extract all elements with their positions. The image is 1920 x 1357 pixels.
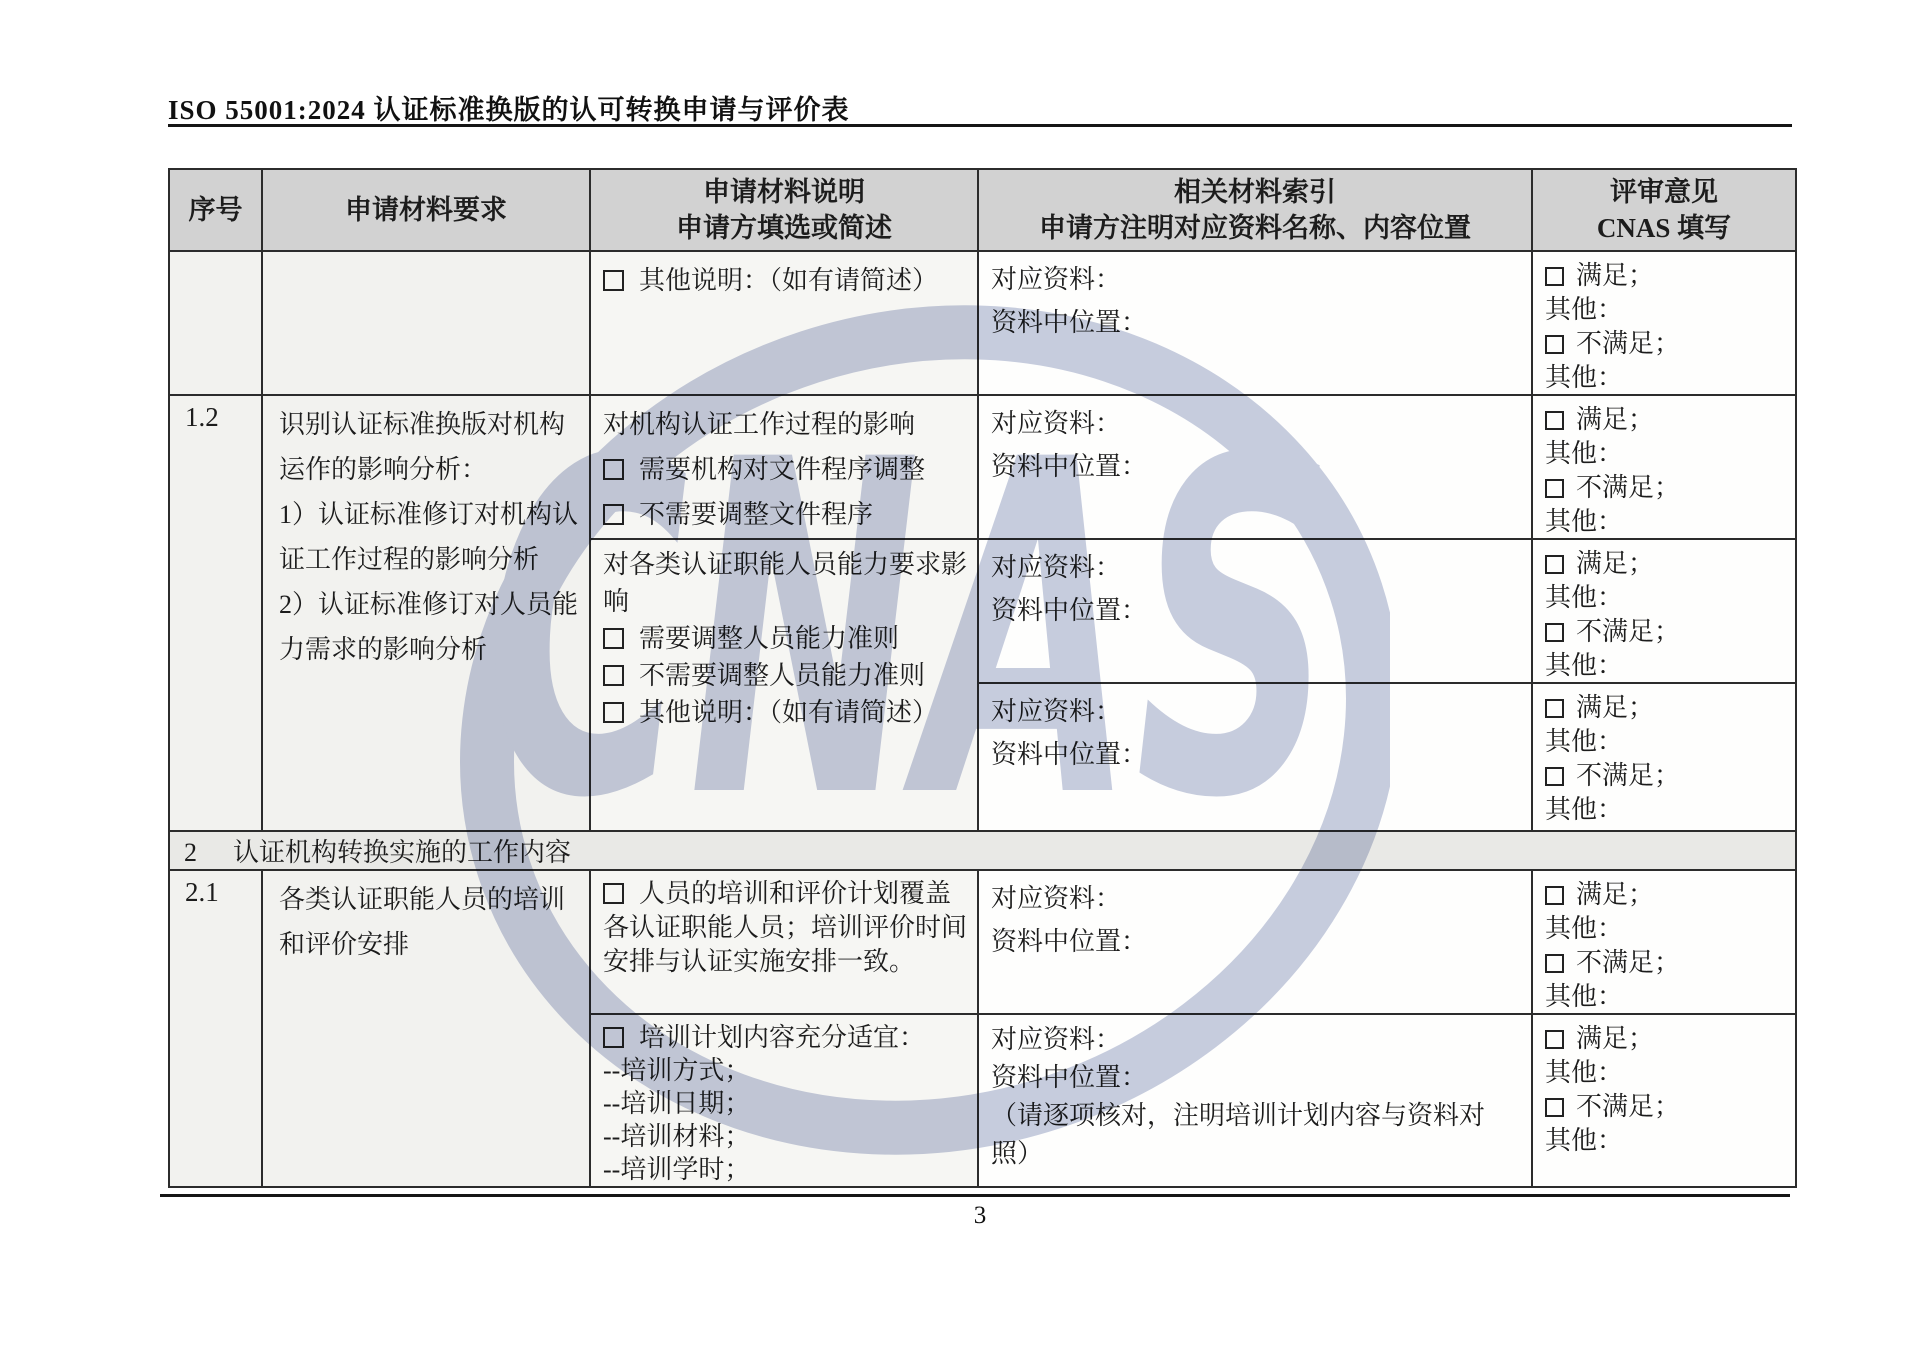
review-text: 满足； bbox=[1576, 693, 1655, 722]
review-text: 满足； bbox=[1576, 880, 1655, 909]
review-not-satisfied-line bbox=[1545, 470, 1785, 504]
review-other-line: 其他： bbox=[1545, 507, 1624, 536]
desc-option-line bbox=[603, 694, 967, 731]
title-rule bbox=[168, 124, 1792, 127]
desc-text: 需要机构对文件程序调整 bbox=[639, 455, 926, 484]
desc-item-line: --培训方式； bbox=[603, 1056, 751, 1085]
desc-option-line bbox=[603, 620, 967, 657]
pos-label-line: 资料中位置： bbox=[991, 452, 1148, 481]
checkbox-icon bbox=[603, 883, 624, 904]
review-other-line: 其他： bbox=[1545, 727, 1624, 756]
header-description-line2: 申请方填选或简述 bbox=[676, 213, 892, 243]
doc-label-line: 对应资料： bbox=[991, 265, 1122, 294]
header-description-line1: 申请材料说明 bbox=[703, 177, 865, 207]
cell-description bbox=[590, 870, 978, 1014]
review-text: 满足； bbox=[1576, 405, 1655, 434]
desc-item-line: --培训学时； bbox=[603, 1155, 751, 1184]
checkbox-icon bbox=[1545, 767, 1564, 786]
review-other-line: 其他： bbox=[1545, 363, 1624, 392]
checkbox-icon bbox=[603, 665, 624, 686]
doc-label-line: 对应资料： bbox=[991, 884, 1122, 913]
desc-head: 对机构认证工作过程的影响 bbox=[603, 410, 916, 439]
desc-text: 其他说明：（如有请简述） bbox=[639, 266, 939, 295]
desc-option-line bbox=[603, 657, 967, 694]
footer-rule bbox=[160, 1194, 1790, 1197]
review-other-line: 其他： bbox=[1545, 914, 1624, 943]
doc-label-line: 对应资料： bbox=[991, 1025, 1122, 1054]
checkbox-icon bbox=[1545, 479, 1564, 498]
review-text: 满足； bbox=[1576, 261, 1655, 290]
desc-option-line bbox=[603, 1021, 967, 1054]
requirement-line: 各类认证职能人员的培训和评价安排 bbox=[279, 885, 566, 959]
cell-review bbox=[1532, 251, 1796, 395]
section-row-2 bbox=[169, 831, 1796, 870]
column-header-requirement: 申请材料要求 bbox=[262, 169, 590, 251]
review-other-line: 其他： bbox=[1545, 439, 1624, 468]
review-other-line: 其他： bbox=[1545, 1126, 1624, 1155]
review-other-line: 其他： bbox=[1545, 1058, 1624, 1087]
pos-label-line: 资料中位置： bbox=[991, 740, 1148, 769]
cell-review bbox=[1532, 395, 1796, 539]
index-note-line: （请逐项核对，注明培训计划内容与资料对照） bbox=[991, 1101, 1486, 1168]
desc-text: 不需要调整文件程序 bbox=[639, 500, 874, 529]
review-not-satisfied-line bbox=[1545, 945, 1785, 979]
cell-requirement-empty bbox=[262, 251, 590, 395]
desc-text: 需要调整人员能力准则 bbox=[639, 624, 900, 653]
desc-option-line bbox=[603, 492, 967, 537]
column-header-index bbox=[978, 169, 1532, 251]
review-text: 满足； bbox=[1576, 549, 1655, 578]
review-satisfied-line bbox=[1545, 1021, 1785, 1055]
checkbox-icon bbox=[1545, 555, 1564, 574]
review-not-satisfied-line bbox=[1545, 1089, 1785, 1123]
checkbox-icon bbox=[1545, 335, 1564, 354]
checkbox-icon bbox=[1545, 411, 1564, 430]
checkbox-icon bbox=[603, 628, 624, 649]
cell-requirement bbox=[262, 870, 590, 1187]
cell-index bbox=[978, 251, 1532, 395]
review-text: 满足； bbox=[1576, 1024, 1655, 1053]
review-text: 不满足； bbox=[1576, 617, 1681, 646]
application-evaluation-table bbox=[168, 168, 1797, 1188]
table-row-1-2 bbox=[169, 395, 1796, 539]
cell-no-empty bbox=[169, 251, 262, 395]
cnas-watermark-text: CNAS bbox=[485, 364, 1335, 899]
desc-text: 人员的培训和评价计划覆盖各认证职能人员；培训评价时间安排与认证实施安排一致。 bbox=[603, 879, 968, 976]
checkbox-icon bbox=[1545, 1030, 1564, 1049]
review-not-satisfied-line bbox=[1545, 326, 1785, 360]
cell-index bbox=[978, 683, 1532, 831]
desc-text: 不需要调整人员能力准则 bbox=[639, 661, 926, 690]
requirement-line: 识别认证标准换版对机构运作的影响分析： bbox=[279, 410, 566, 484]
pos-label-line: 资料中位置： bbox=[991, 308, 1148, 337]
requirement-line: 1）认证标准修订对机构认证工作过程的影响分析 bbox=[279, 500, 579, 574]
desc-item-line: --培训日期； bbox=[603, 1089, 751, 1118]
review-text: 不满足； bbox=[1576, 473, 1681, 502]
review-other-line: 其他： bbox=[1545, 795, 1624, 824]
review-text: 不满足； bbox=[1576, 948, 1681, 977]
review-satisfied-line bbox=[1545, 546, 1785, 580]
section-number: 2 bbox=[184, 838, 197, 867]
desc-line bbox=[603, 258, 967, 303]
header-review-line1: 评审意见 bbox=[1610, 177, 1718, 207]
checkbox-icon bbox=[603, 270, 624, 291]
checkbox-icon bbox=[1545, 623, 1564, 642]
review-other-line: 其他： bbox=[1545, 651, 1624, 680]
cell-no: 1.2 bbox=[169, 395, 262, 831]
desc-head: 对各类认证职能人员能力要求影响 bbox=[603, 550, 968, 616]
cell-review bbox=[1532, 870, 1796, 1014]
section-label: 认证机构转换实施的工作内容 bbox=[233, 838, 572, 867]
desc-text: 培训计划内容充分适宜： bbox=[639, 1023, 926, 1052]
cell-review bbox=[1532, 683, 1796, 831]
doc-label-line: 对应资料： bbox=[991, 409, 1122, 438]
cell-description bbox=[590, 251, 978, 395]
review-satisfied-line bbox=[1545, 402, 1785, 436]
checkbox-icon bbox=[1545, 267, 1564, 286]
section-title bbox=[169, 831, 1796, 870]
review-satisfied-line bbox=[1545, 877, 1785, 911]
desc-option-line bbox=[603, 447, 967, 492]
cell-review bbox=[1532, 1014, 1796, 1187]
checkbox-icon bbox=[1545, 886, 1564, 905]
header-review-line2: CNAS 填写 bbox=[1596, 213, 1732, 243]
review-other-line: 其他： bbox=[1545, 583, 1624, 612]
table-row-2-1 bbox=[169, 870, 1796, 1014]
review-not-satisfied-line bbox=[1545, 758, 1785, 792]
cell-requirement bbox=[262, 395, 590, 831]
desc-text: 其他说明：（如有请简述） bbox=[639, 698, 939, 727]
checkbox-icon bbox=[603, 1027, 624, 1048]
cell-no: 2.1 bbox=[169, 870, 262, 1187]
cell-index bbox=[978, 539, 1532, 683]
cell-description bbox=[590, 539, 978, 831]
checkbox-icon bbox=[603, 504, 624, 525]
pos-label-line: 资料中位置： bbox=[991, 927, 1148, 956]
checkbox-icon bbox=[603, 459, 624, 480]
review-text: 不满足； bbox=[1576, 761, 1681, 790]
cell-review bbox=[1532, 539, 1796, 683]
review-not-satisfied-line bbox=[1545, 614, 1785, 648]
requirement-line: 2）认证标准修订对人员能力需求的影响分析 bbox=[279, 590, 579, 664]
desc-option-line bbox=[603, 877, 967, 979]
pos-label-line: 资料中位置： bbox=[991, 596, 1148, 625]
review-text: 不满足； bbox=[1576, 329, 1681, 358]
checkbox-icon bbox=[1545, 954, 1564, 973]
column-header-review bbox=[1532, 169, 1796, 251]
review-other-line: 其他： bbox=[1545, 982, 1624, 1011]
review-satisfied-line bbox=[1545, 690, 1785, 724]
checkbox-icon bbox=[1545, 1098, 1564, 1117]
header-index-line2: 申请方注明对应资料名称、内容位置 bbox=[1039, 213, 1471, 243]
cell-description bbox=[590, 395, 978, 539]
header-index-line1: 相关材料索引 bbox=[1174, 177, 1336, 207]
review-satisfied-line bbox=[1545, 258, 1785, 292]
cell-index bbox=[978, 870, 1532, 1014]
desc-item-line: --培训材料； bbox=[603, 1122, 751, 1151]
table-row-1-continuation bbox=[169, 251, 1796, 395]
column-header-description bbox=[590, 169, 978, 251]
doc-label-line: 对应资料： bbox=[991, 553, 1122, 582]
cell-description bbox=[590, 1014, 978, 1187]
table-header-row bbox=[169, 169, 1796, 251]
cell-index bbox=[978, 395, 1532, 539]
cell-index bbox=[978, 1014, 1532, 1187]
review-text: 不满足； bbox=[1576, 1092, 1681, 1121]
page-number: 3 bbox=[973, 1202, 987, 1229]
review-other-line: 其他： bbox=[1545, 295, 1624, 324]
pos-label-line: 资料中位置： bbox=[991, 1063, 1148, 1092]
page-title: ISO 55001:2024 认证标准换版的认可转换申请与评价表 bbox=[168, 95, 850, 125]
column-header-no: 序号 bbox=[169, 169, 262, 251]
checkbox-icon bbox=[603, 702, 624, 723]
doc-label-line: 对应资料： bbox=[991, 697, 1122, 726]
checkbox-icon bbox=[1545, 699, 1564, 718]
